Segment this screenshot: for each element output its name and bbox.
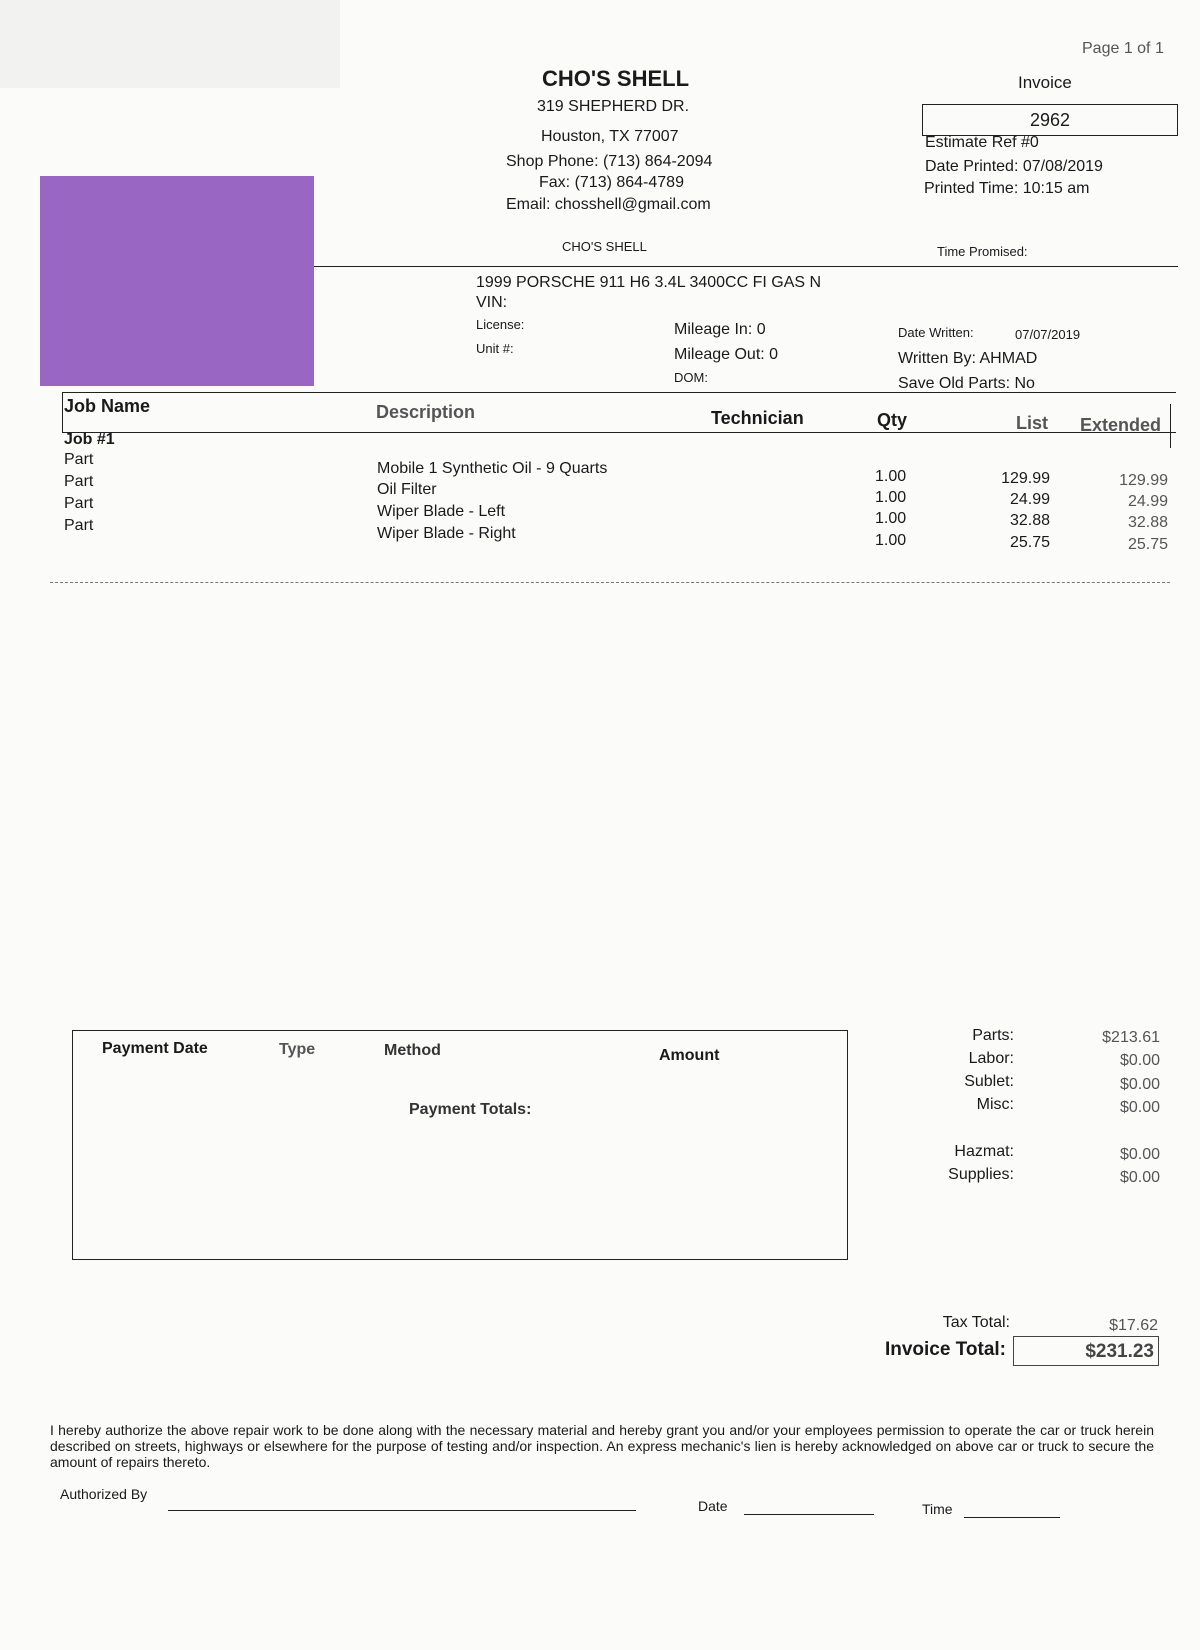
vin-label: VIN:: [476, 294, 508, 311]
payment-method-header: Method: [384, 1042, 441, 1059]
authorized-by-label: Authorized By: [60, 1486, 148, 1502]
row-1-extended: 129.99: [1119, 472, 1168, 489]
invoice-total-label: Invoice Total:: [884, 1339, 1006, 1360]
row-2-list: 24.99: [1009, 491, 1050, 508]
shop-city: Houston, TX 77007: [541, 128, 679, 145]
row-4-description: Wiper Blade - Right: [377, 525, 516, 542]
date-written-value: 07/07/2019: [1015, 327, 1081, 342]
printed-time: Printed Time: 10:15 am: [924, 180, 1090, 197]
dom-label: DOM:: [674, 370, 708, 385]
shop-name: CHO'S SHELL: [542, 66, 690, 91]
date-label: Date: [698, 1498, 728, 1514]
supplies-label: Supplies:: [948, 1166, 1014, 1183]
labor-label: Labor:: [968, 1050, 1014, 1067]
row-2-description: Oil Filter: [377, 481, 437, 498]
supplies-value: $0.00: [1119, 1169, 1160, 1186]
written-by: Written By: AHMAD: [898, 350, 1038, 367]
page-indicator: Page 1 of 1: [1082, 40, 1164, 57]
authorization-text: I hereby authorize the above repair work to be done along with the necessary material and hereby grant you and/or your employees permission to operate the car or truck herein described on streets, highways or elsewhere for the purpose of testing and/or inspection. An express mechanic's lien is hereby acknowledged on above car or truck to secure the amount of repairs thereto.: [50, 1422, 1154, 1470]
row-1-type: Part: [64, 451, 94, 468]
tax-total-value: $17.62: [1109, 1317, 1158, 1334]
time-line: [964, 1517, 1060, 1518]
payment-totals-label: Payment Totals:: [409, 1101, 532, 1118]
row-4-qty: 1.00: [875, 532, 907, 549]
shop-short-name: CHO'S SHELL: [562, 239, 647, 254]
invoice-number: 2962: [922, 104, 1178, 136]
table-right-border: [1170, 404, 1171, 448]
date-line: [744, 1514, 874, 1515]
col-job-name: Job Name: [64, 396, 151, 416]
tax-total-label: Tax Total:: [942, 1314, 1010, 1331]
shop-fax: Fax: (713) 864-4789: [539, 174, 684, 191]
shop-address: 319 SHEPHERD DR.: [537, 98, 690, 115]
row-1-description: Mobile 1 Synthetic Oil - 9 Quarts: [377, 460, 608, 477]
payment-date-header: Payment Date: [102, 1040, 208, 1057]
table-left-border: [62, 392, 63, 432]
row-4-type: Part: [64, 517, 94, 534]
mileage-out: Mileage Out: 0: [674, 346, 779, 363]
col-qty: Qty: [877, 410, 908, 430]
col-technician: Technician: [711, 408, 804, 428]
col-extended: Extended: [1080, 415, 1162, 435]
parts-value: $213.61: [1102, 1029, 1160, 1046]
row-3-extended: 32.88: [1127, 514, 1168, 531]
misc-label: Misc:: [976, 1096, 1014, 1113]
col-list: List: [1016, 413, 1049, 433]
unit-label: Unit #:: [476, 341, 514, 356]
time-label: Time: [922, 1501, 953, 1517]
row-2-type: Part: [64, 473, 94, 490]
shop-email: Email: chosshell@gmail.com: [506, 196, 711, 213]
invoice-total-value: $231.23: [1085, 1341, 1154, 1362]
misc-value: $0.00: [1119, 1099, 1160, 1116]
row-3-qty: 1.00: [875, 510, 907, 527]
license-label: License:: [476, 317, 525, 332]
hazmat-value: $0.00: [1119, 1146, 1160, 1163]
row-1-list: 129.99: [1001, 470, 1050, 487]
scan-shading: [0, 0, 340, 88]
payment-type-header: Type: [279, 1041, 316, 1058]
parts-label: Parts:: [972, 1027, 1014, 1044]
date-printed: Date Printed: 07/08/2019: [925, 158, 1103, 175]
row-3-description: Wiper Blade - Left: [377, 503, 506, 520]
invoice-label: Invoice: [1018, 73, 1072, 92]
row-2-qty: 1.00: [875, 489, 907, 506]
row-2-extended: 24.99: [1127, 493, 1168, 510]
hazmat-label: Hazmat:: [954, 1143, 1014, 1160]
header-divider: [314, 266, 1178, 267]
row-3-list: 32.88: [1009, 512, 1050, 529]
row-4-extended: 25.75: [1127, 536, 1168, 553]
time-promised: Time Promised:: [937, 244, 1028, 259]
sublet-label: Sublet:: [964, 1073, 1014, 1090]
labor-value: $0.00: [1119, 1052, 1160, 1069]
items-end-divider: [50, 582, 1170, 583]
payment-box: [72, 1030, 848, 1260]
table-header-divider: [62, 432, 1176, 433]
col-description: Description: [376, 402, 476, 422]
table-top-border: [62, 392, 1176, 393]
save-old-parts: Save Old Parts: No: [898, 375, 1035, 392]
shop-phone: Shop Phone: (713) 864-2094: [506, 153, 713, 170]
job-label: Job #1: [64, 431, 115, 448]
mileage-in: Mileage In: 0: [674, 321, 766, 338]
row-4-list: 25.75: [1009, 534, 1050, 551]
estimate-ref: Estimate Ref #0: [925, 134, 1039, 151]
sublet-value: $0.00: [1119, 1076, 1160, 1093]
row-1-qty: 1.00: [875, 468, 907, 485]
payment-amount-header: Amount: [659, 1047, 720, 1064]
row-3-type: Part: [64, 495, 94, 512]
redacted-block: [40, 176, 314, 386]
authorized-by-line: [168, 1510, 636, 1511]
date-written-label: Date Written:: [898, 325, 974, 340]
vehicle-description: 1999 PORSCHE 911 H6 3.4L 3400CC FI GAS N: [476, 274, 822, 291]
